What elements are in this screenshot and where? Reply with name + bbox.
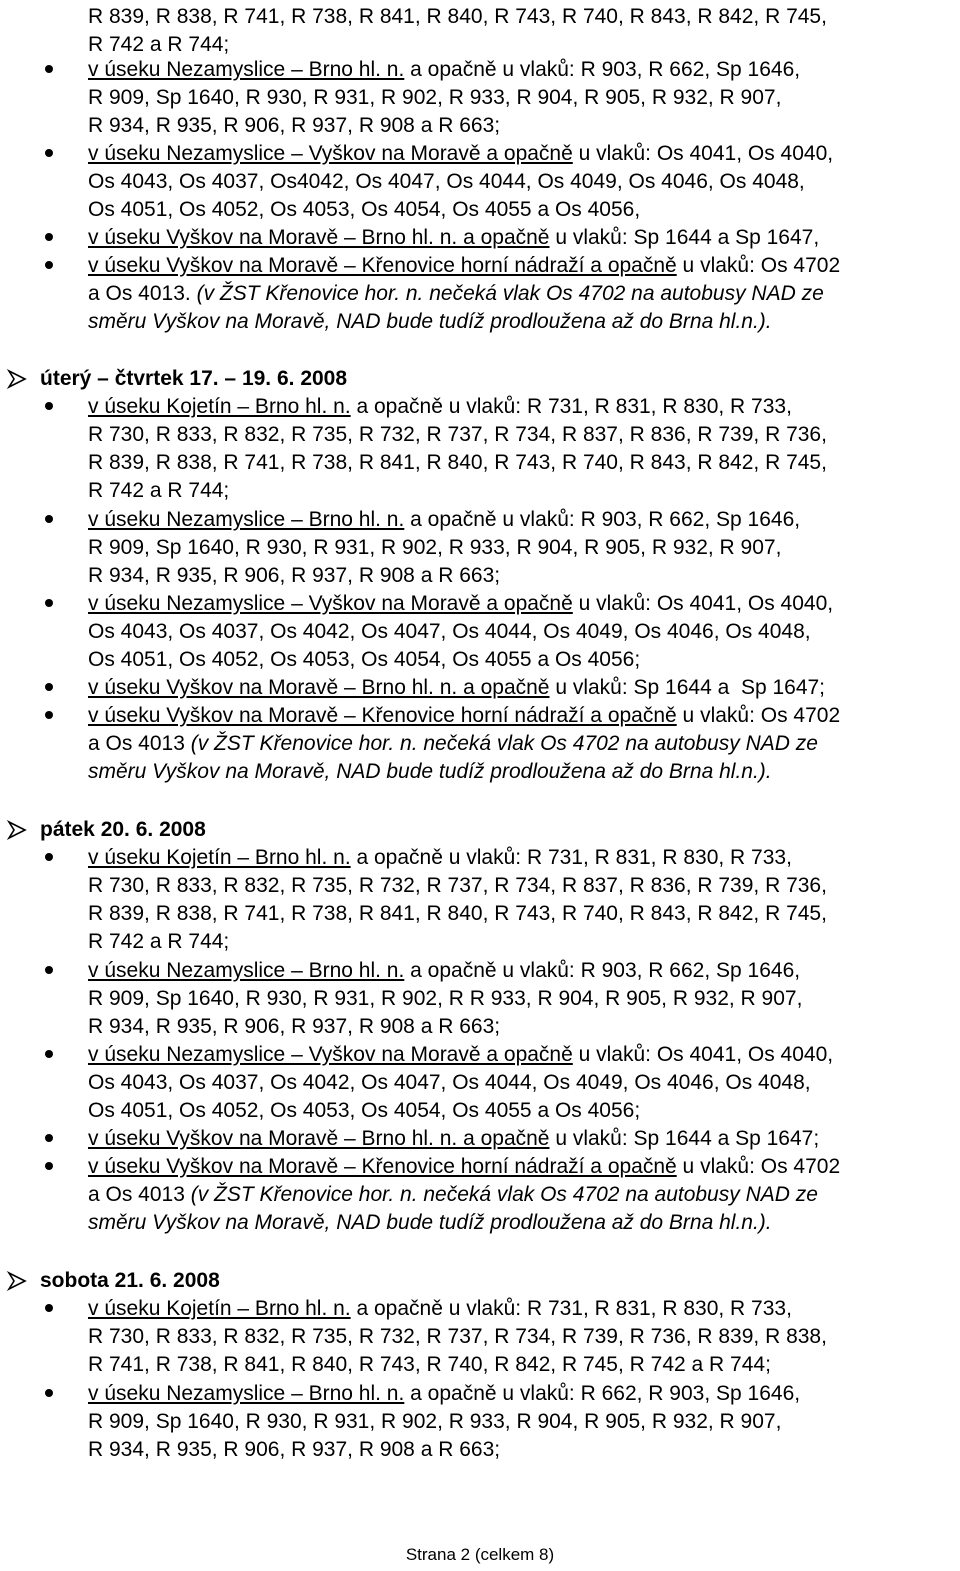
list-item: v úseku Vyškov na Moravě – Brno hl. n. a opačně u vlaků: Sp 1644 a Sp 1647, (88, 226, 820, 249)
list-item: v úseku Vyškov na Moravě – Brno hl. n. a opačně u vlaků: Sp 1644 a Sp 1647; (88, 676, 826, 699)
paragraph-line: směru Vyškov na Moravě, NAD bude tudíž prodloužena až do Brna hl.n.). (88, 1211, 772, 1234)
section-heading: sobota 21. 6. 2008 (40, 1269, 220, 1292)
list-item: v úseku Nezamyslice – Vyškov na Moravě a opačně u vlaků: Os 4041, Os 4040, (88, 1043, 834, 1066)
paragraph-line: R 839, R 838, R 741, R 738, R 841, R 840, R 743, R 740, R 843, R 842, R 745, (88, 5, 827, 28)
paragraph-line: a Os 4013. (v ŽST Křenovice hor. n. nečeká vlak Os 4702 na autobusy NAD ze (88, 282, 824, 305)
paragraph-line: R 909, Sp 1640, R 930, R 931, R 902, R 933, R 904, R 905, R 932, R 907, (88, 1410, 782, 1433)
paragraph-line: R 934, R 935, R 906, R 937, R 908 a R 663; (88, 114, 501, 137)
bullet (45, 515, 53, 523)
list-item: v úseku Kojetín – Brno hl. n. a opačně u vlaků: R 731, R 831, R 830, R 733, (88, 395, 792, 418)
paragraph-line: R 742 a R 744; (88, 33, 230, 56)
paragraph-line: R 909, Sp 1640, R 930, R 931, R 902, R R 933, R 904, R 905, R 932, R 907, (88, 987, 803, 1010)
bullet (45, 1050, 53, 1058)
paragraph-line: R 934, R 935, R 906, R 937, R 908 a R 663; (88, 1438, 501, 1461)
list-item: v úseku Vyškov na Moravě – Křenovice horní nádraží a opačně u vlaků: Os 4702 (88, 254, 841, 277)
paragraph-line: R 742 a R 744; (88, 479, 230, 502)
paragraph-line: R 839, R 838, R 741, R 738, R 841, R 840, R 743, R 740, R 843, R 842, R 745, (88, 902, 827, 925)
list-item: v úseku Kojetín – Brno hl. n. a opačně u vlaků: R 731, R 831, R 830, R 733, (88, 1297, 792, 1320)
paragraph-line: R 934, R 935, R 906, R 937, R 908 a R 663; (88, 564, 501, 587)
list-item: v úseku Vyškov na Moravě – Brno hl. n. a opačně u vlaků: Sp 1644 a Sp 1647; (88, 1127, 820, 1150)
paragraph-line: Os 4043, Os 4037, Os4042, Os 4047, Os 4044, Os 4049, Os 4046, Os 4048, (88, 170, 805, 193)
bullet (45, 1134, 53, 1142)
section-heading: pátek 20. 6. 2008 (40, 818, 206, 841)
bullet (45, 711, 53, 719)
paragraph-line: Os 4051, Os 4052, Os 4053, Os 4054, Os 4055 a Os 4056, (88, 198, 641, 221)
paragraph-line: R 934, R 935, R 906, R 937, R 908 a R 663; (88, 1015, 501, 1038)
bullet (45, 65, 53, 73)
page-footer: Strana 2 (celkem 8) (405, 1545, 555, 1564)
paragraph-line: R 741, R 738, R 841, R 840, R 743, R 740, R 842, R 745, R 742 a R 744; (88, 1353, 771, 1376)
paragraph-line: R 730, R 833, R 832, R 735, R 732, R 737, R 734, R 837, R 836, R 739, R 736, (88, 423, 827, 446)
paragraph-line: Os 4051, Os 4052, Os 4053, Os 4054, Os 4055 a Os 4056; (88, 648, 641, 671)
section-heading: úterý – čtvrtek 17. – 19. 6. 2008 (40, 367, 348, 390)
paragraph-line: R 730, R 833, R 832, R 735, R 732, R 737, R 734, R 837, R 836, R 739, R 736, (88, 874, 827, 897)
paragraph-line: R 909, Sp 1640, R 930, R 931, R 902, R 933, R 904, R 905, R 932, R 907, (88, 86, 782, 109)
list-item: v úseku Vyškov na Moravě – Křenovice horní nádraží a opačně u vlaků: Os 4702 (88, 704, 841, 727)
paragraph-line: R 839, R 838, R 741, R 738, R 841, R 840, R 743, R 740, R 843, R 842, R 745, (88, 451, 827, 474)
bullet (45, 683, 53, 691)
list-item: v úseku Nezamyslice – Vyškov na Moravě a opačně u vlaků: Os 4041, Os 4040, (88, 142, 834, 165)
paragraph-line: směru Vyškov na Moravě, NAD bude tudíž prodloužena až do Brna hl.n.). (88, 310, 772, 333)
paragraph-line: R 909, Sp 1640, R 930, R 931, R 902, R 933, R 904, R 905, R 932, R 907, (88, 536, 782, 559)
list-item: v úseku Nezamyslice – Vyškov na Moravě a opačně u vlaků: Os 4041, Os 4040, (88, 592, 834, 615)
list-item: v úseku Nezamyslice – Brno hl. n. a opačně u vlaků: R 903, R 662, Sp 1646, (88, 508, 801, 531)
bullet (45, 149, 53, 157)
list-item: v úseku Nezamyslice – Brno hl. n. a opačně u vlaků: R 903, R 662, Sp 1646, (88, 959, 801, 982)
paragraph-line: Os 4051, Os 4052, Os 4053, Os 4054, Os 4055 a Os 4056; (88, 1099, 641, 1122)
paragraph-line: Os 4043, Os 4037, Os 4042, Os 4047, Os 4044, Os 4049, Os 4046, Os 4048, (88, 620, 811, 643)
bullet (45, 1304, 53, 1312)
paragraph-line: R 730, R 833, R 832, R 735, R 732, R 737, R 734, R 739, R 736, R 839, R 838, (88, 1325, 827, 1348)
paragraph-line: R 742 a R 744; (88, 930, 230, 953)
list-item: v úseku Vyškov na Moravě – Křenovice horní nádraží a opačně u vlaků: Os 4702 (88, 1155, 841, 1178)
list-item: v úseku Nezamyslice – Brno hl. n. a opačně u vlaků: R 662, R 903, Sp 1646, (88, 1382, 801, 1405)
bullet (45, 233, 53, 241)
arrowhead-bullet-icon (6, 819, 28, 841)
paragraph-line: Os 4043, Os 4037, Os 4042, Os 4047, Os 4044, Os 4049, Os 4046, Os 4048, (88, 1071, 811, 1094)
paragraph-line: a Os 4013 (v ŽST Křenovice hor. n. nečeká vlak Os 4702 na autobusy NAD ze (88, 732, 818, 755)
paragraph-line: a Os 4013 (v ŽST Křenovice hor. n. nečeká vlak Os 4702 na autobusy NAD ze (88, 1183, 818, 1206)
bullet (45, 1162, 53, 1170)
arrowhead-bullet-icon (6, 1270, 28, 1292)
list-item: v úseku Kojetín – Brno hl. n. a opačně u vlaků: R 731, R 831, R 830, R 733, (88, 846, 792, 869)
paragraph-line: směru Vyškov na Moravě, NAD bude tudíž prodloužena až do Brna hl.n.). (88, 760, 772, 783)
list-item: v úseku Nezamyslice – Brno hl. n. a opačně u vlaků: R 903, R 662, Sp 1646, (88, 58, 801, 81)
arrowhead-bullet-icon (6, 368, 28, 390)
bullet (45, 261, 53, 269)
bullet (45, 1389, 53, 1397)
bullet (45, 966, 53, 974)
bullet (45, 402, 53, 410)
bullet (45, 853, 53, 861)
bullet (45, 599, 53, 607)
